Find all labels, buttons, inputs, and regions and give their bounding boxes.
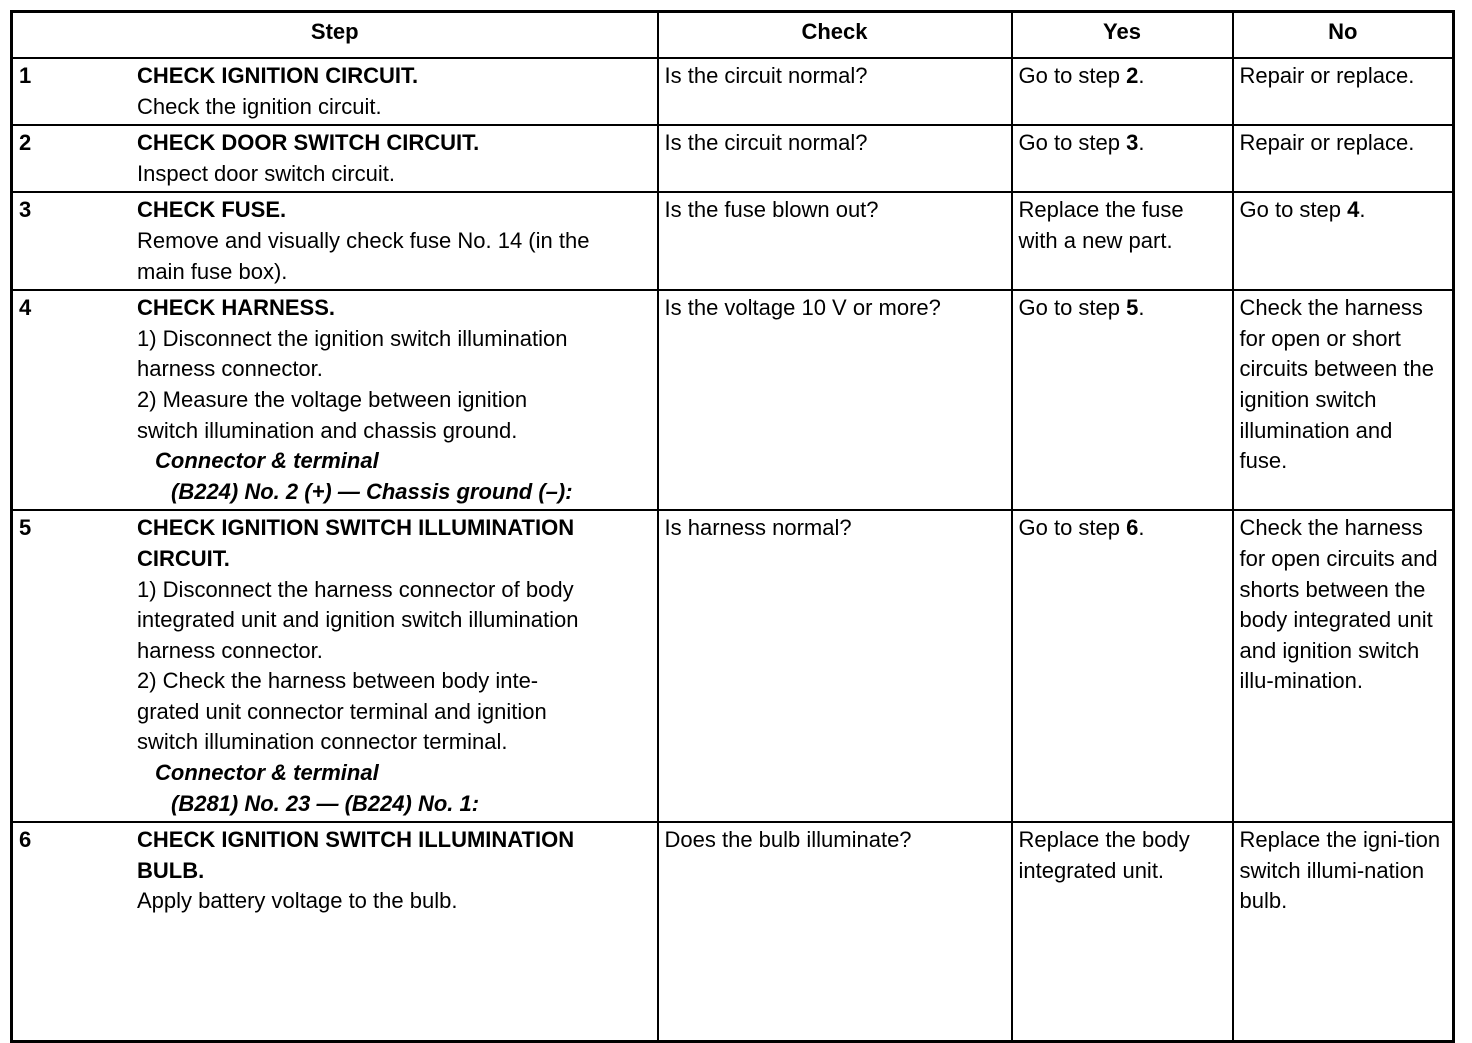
step-text: integrated unit and ignition switch illumination [137,607,579,633]
table-row [12,58,1454,125]
table-row [12,192,1454,290]
check-cell: Is the circuit normal? [658,58,1012,125]
header-step: Step [12,12,658,59]
step-number: 3 [19,197,32,223]
yes-cell: Replace the body integrated unit. [1012,822,1233,1042]
step-text: harness connector. [137,356,323,382]
check-cell: Does the bulb illuminate? [658,822,1012,1042]
check-cell: Is harness normal? [658,510,1012,822]
table-row [12,510,1454,822]
step-text: Apply battery voltage to the bulb. [137,888,458,914]
yes-cell: Go to step 6. [1012,510,1233,822]
step-number: 6 [19,827,32,853]
yes-cell: Go to step 3. [1012,125,1233,192]
step-text: harness connector. [137,637,323,663]
step-text: main fuse box). [137,258,288,284]
diagnostic-table [10,10,1455,1043]
step-cell [12,192,658,290]
step-cell [12,58,658,125]
step-number: 4 [19,295,32,321]
step-text: 1) Disconnect the ignition switch illumination [137,325,568,351]
connector-terminal: (B281) No. 23 — (B224) No. 1: [171,790,480,816]
no-cell: Repair or replace. [1233,58,1454,125]
step-cell [12,125,658,192]
table-header-row [12,12,1454,59]
header-yes: Yes [1012,12,1233,59]
step-number: 5 [19,515,32,541]
step-title: CHECK IGNITION CIRCUIT. [137,63,419,88]
connector-terminal: (B224) No. 2 (+) — Chassis ground (–): [171,478,573,504]
yes-cell: Replace the fuse with a new part. [1012,192,1233,290]
step-text: Inspect door switch circuit. [137,160,395,186]
step-cell [12,822,658,1042]
step-title: CHECK DOOR SWITCH CIRCUIT. [137,130,480,156]
no-cell: Go to step 4. [1233,192,1454,290]
step-text: 1) Disconnect the harness connector of body [137,576,574,602]
header-check: Check [658,12,1012,59]
step-title: CHECK IGNITION SWITCH ILLUMINATION [137,827,575,853]
connector-label: Connector & terminal [155,448,379,474]
no-cell: Repair or replace. [1233,125,1454,192]
table-row [12,290,1454,510]
step-text: Remove and visually check fuse No. 14 (in the [137,227,590,253]
step-title: CHECK HARNESS. [137,295,336,321]
table-row [12,125,1454,192]
header-no: No [1233,12,1454,59]
step-text: 2) Check the harness between body inte- [137,668,539,694]
yes-cell: Go to step 5. [1012,290,1233,510]
no-cell: Replace the igni-tion switch illumi-nation bulb. [1233,822,1454,1042]
step-cell [12,290,658,510]
check-cell: Is the fuse blown out? [658,192,1012,290]
yes-cell: Go to step 2. [1012,58,1233,125]
step-text: grated unit connector terminal and ignition [137,698,547,724]
step-title: CIRCUIT. [137,545,230,571]
connector-label: Connector & terminal [155,760,379,786]
step-text: switch illumination and chassis ground. [137,417,518,443]
step-title: CHECK IGNITION SWITCH ILLUMINATION [137,515,575,541]
no-cell: Check the harness for open or short circuits between the ignition switch illumination and fuse. [1233,290,1454,510]
no-cell: Check the harness for open circuits and shorts between the body integrated unit and ignition switch illu-mination. [1233,510,1454,822]
step-text: switch illumination connector terminal. [137,729,508,755]
check-cell: Is the circuit normal? [658,125,1012,192]
step-number: 2 [19,130,32,156]
table-row [12,822,1454,1042]
step-number: 1 [19,63,32,88]
step-title: BULB. [137,857,205,883]
step-text: 2) Measure the voltage between ignition [137,386,528,412]
check-cell: Is the voltage 10 V or more? [658,290,1012,510]
step-cell [12,510,658,822]
step-text: Check the ignition circuit. [137,93,382,119]
step-title: CHECK FUSE. [137,197,287,223]
